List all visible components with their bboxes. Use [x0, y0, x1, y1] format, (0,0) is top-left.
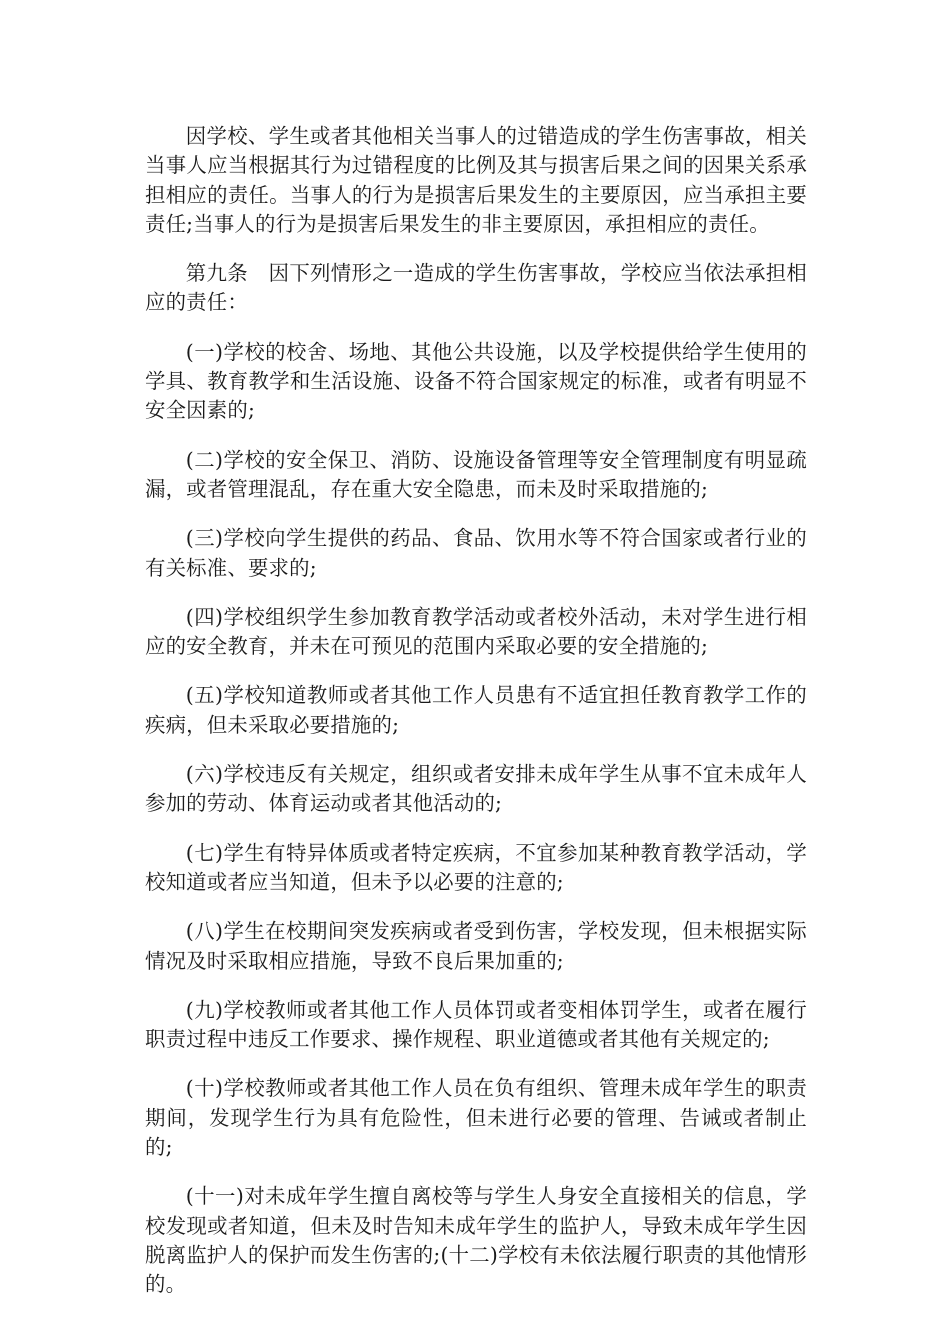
- paragraph-item-2: (二)学校的安全保卫、消防、设施设备管理等安全管理制度有明显疏漏，或者管理混乱，存在重大安全隐患，而未及时采取措施的;: [145, 447, 807, 501]
- paragraph-item-6: (六)学校违反有关规定，组织或者安排未成年学生从事不宜未成年人参加的劳动、体育运动或者其他活动的;: [145, 762, 807, 816]
- paragraph-liability-intro: 因学校、学生或者其他相关当事人的过错造成的学生伤害事故，相关当事人应当根据其行为过错程度的比例及其与损害后果之间的因果关系承担相应的责任。当事人的行为是损害后果发生的主要原因，应当承担主要责任;当事人的行为是损害后果发生的非主要原因，承担相应的责任。: [145, 124, 807, 236]
- paragraph-article-9: 第九条 因下列情形之一造成的学生伤害事故，学校应当依法承担相应的责任：: [145, 261, 807, 315]
- paragraph-item-11-12: (十一)对未成年学生擅自离校等与学生人身安全直接相关的信息，学校发现或者知道，但未及时告知未成年学生的监护人，导致未成年学生因脱离监护人的保护而发生伤害的;(十二)学校有未依法履行职责的其他情形的。: [145, 1184, 807, 1297]
- paragraph-item-5: (五)学校知道教师或者其他工作人员患有不适宜担任教育教学工作的疾病，但未采取必要措施的;: [145, 683, 807, 737]
- paragraph-item-3: (三)学校向学生提供的药品、食品、饮用水等不符合国家或者行业的有关标准、要求的;: [145, 526, 807, 580]
- paragraph-item-10: (十)学校教师或者其他工作人员在负有组织、管理未成年学生的职责期间，发现学生行为具有危险性，但未进行必要的管理、告诫或者制止的;: [145, 1076, 807, 1160]
- paragraph-item-9: (九)学校教师或者其他工作人员体罚或者变相体罚学生，或者在履行职责过程中违反工作要求、操作规程、职业道德或者其他有关规定的;: [145, 997, 807, 1052]
- paragraph-item-7: (七)学生有特异体质或者特定疾病，不宜参加某种教育教学活动，学校知道或者应当知道，但未予以必要的注意的;: [145, 840, 807, 894]
- paragraph-item-4: (四)学校组织学生参加教育教学活动或者校外活动，未对学生进行相应的安全教育，并未在可预见的范围内采取必要的安全措施的;: [145, 604, 807, 659]
- document-body: [145, 122, 807, 1320]
- paragraph-item-8: (八)学生在校期间突发疾病或者受到伤害，学校发现，但未根据实际情况及时采取相应措施，导致不良后果加重的;: [145, 919, 807, 973]
- paragraph-item-1: (一)学校的校舍、场地、其他公共设施，以及学校提供给学生使用的学具、教育教学和生活设施、设备不符合国家规定的标准，或者有明显不安全因素的;: [145, 339, 807, 423]
